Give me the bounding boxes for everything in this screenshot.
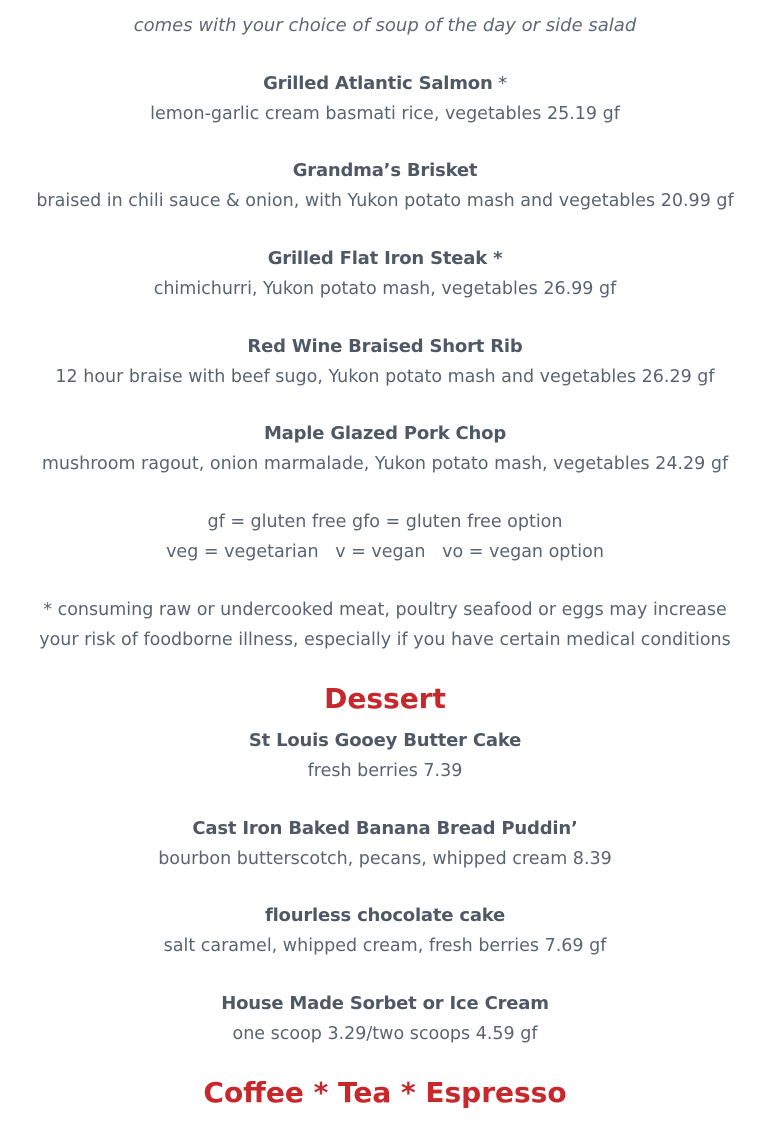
dessert-item-name: St Louis Gooey Butter Cake [248, 730, 522, 751]
menu-item-description: braised in chili sauce & onion, with Yukon potato mash and vegetables 20.99 gf [36, 191, 734, 211]
dietary-legend-line-2: veg = vegetarian v = vegan vo = vegan option [166, 542, 604, 562]
dessert-item-description: bourbon butterscotch, pecans, whipped cream 8.39 [158, 849, 612, 869]
menu-item-description: mushroom ragout, onion marmalade, Yukon potato mash, vegetables 24.29 gf [41, 454, 729, 474]
dessert-item-description: fresh berries 7.39 [307, 761, 463, 781]
food-safety-warning-line-2: your risk of foodborne illness, especially if you have certain medical conditions [39, 630, 731, 650]
menu-item-description: lemon-garlic cream basmati rice, vegetables 25.19 gf [150, 104, 620, 124]
dessert-item-description: one scoop 3.29/two scoops 4.59 gf [232, 1024, 538, 1044]
menu-item-name: Grilled Flat Iron Steak * [267, 248, 503, 269]
coffee-tea-espresso-heading: Coffee * Tea * Espresso [203, 1076, 567, 1109]
menu-item-name: Red Wine Braised Short Rib [247, 336, 523, 357]
menu-item-name: Grandma’s Brisket [292, 160, 478, 181]
menu-item-name: Maple Glazed Pork Chop [263, 423, 507, 444]
dessert-item-name: flourless chocolate cake [264, 905, 506, 926]
menu-item-name [0, 69, 770, 99]
dietary-legend-line-1: gf = gluten free gfo = gluten free option [207, 512, 563, 532]
dessert-item-description: salt caramel, whipped cream, fresh berries 7.69 gf [163, 936, 607, 956]
menu-item-title: Grilled Atlantic Salmon [263, 73, 493, 94]
raw-warning-mark: * [492, 73, 507, 94]
dessert-item-name: Cast Iron Baked Banana Bread Puddin’ [192, 818, 578, 839]
dessert-item-name: House Made Sorbet or Ice Cream [221, 993, 549, 1014]
menu-item-description: 12 hour braise with beef sugo, Yukon potato mash and vegetables 26.29 gf [55, 367, 715, 387]
food-safety-warning-line-1: * consuming raw or undercooked meat, poultry seafood or eggs may increase [43, 600, 727, 620]
dessert-heading: Dessert [324, 682, 446, 715]
entree-intro: comes with your choice of soup of the day or side salad [133, 15, 637, 36]
menu-item-description: chimichurri, Yukon potato mash, vegetables 26.99 gf [153, 279, 617, 299]
